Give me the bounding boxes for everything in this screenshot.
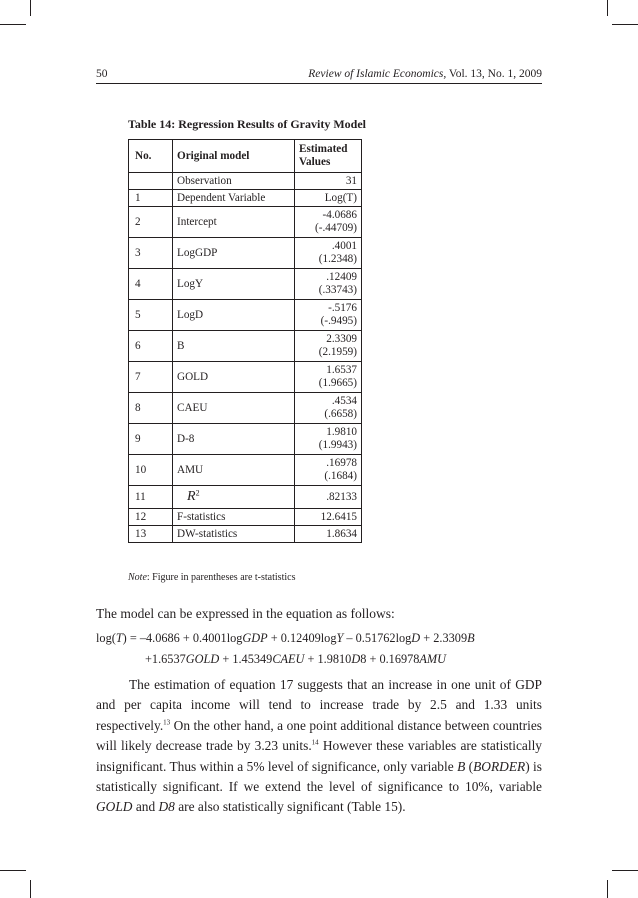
row-no [129, 173, 173, 190]
crop-mark [612, 24, 638, 25]
table-row [129, 238, 362, 269]
row-no: 7 [129, 362, 173, 393]
row-variable: CAEU [173, 393, 295, 424]
estimate-value: .82133 [326, 490, 357, 503]
row-no: 2 [129, 207, 173, 238]
estimate-value: .12409 [326, 271, 357, 283]
row-variable: AMU [173, 455, 295, 486]
t-statistic: (1.9943) [318, 439, 357, 451]
row-estimate [295, 486, 362, 509]
table-caption: Table 14: Regression Results of Gravity Model [128, 117, 366, 131]
crop-mark [30, 880, 31, 898]
row-no: 8 [129, 393, 173, 424]
row-no: 12 [129, 509, 173, 526]
body-paragraph [96, 675, 542, 818]
row-no: 10 [129, 455, 173, 486]
table-header-row [129, 140, 362, 173]
row-estimate [295, 509, 362, 526]
row-estimate [295, 455, 362, 486]
row-variable: LogD [173, 300, 295, 331]
footnote-ref: 13 [163, 718, 171, 727]
text-run: The estimation of equation 17 suggests that an increase in one unit of GDP and per capita income will tend to increase trade by 2.5 and 1.33 units respectively. [96, 677, 542, 733]
estimate-value: 12.6415 [320, 510, 357, 523]
crop-mark [607, 880, 608, 898]
header-original-model: Original model [173, 140, 295, 173]
intro-text: The model can be expressed in the equation as follows: [96, 606, 395, 621]
row-estimate [295, 238, 362, 269]
table-row [129, 173, 362, 190]
row-estimate [295, 393, 362, 424]
crop-mark [0, 870, 26, 871]
equation-line-1: log(T) = –4.0686 + 0.4001logGDP + 0.12409logY – 0.51762logD + 2.3309B [96, 631, 475, 645]
row-no: 9 [129, 424, 173, 455]
estimate-value: .4534 [331, 395, 357, 407]
row-estimate [295, 190, 362, 207]
crop-mark [0, 24, 26, 25]
row-estimate [295, 300, 362, 331]
table-row [129, 455, 362, 486]
t-statistic: (1.9665) [318, 377, 357, 389]
table-row [129, 269, 362, 300]
footnote-ref: 14 [311, 738, 319, 747]
estimate-value: Log(T) [324, 191, 357, 204]
row-variable: DW-statistics [173, 526, 295, 543]
row-estimate [295, 424, 362, 455]
text-run: are also statistically significant (Table 15). [174, 799, 406, 815]
italic-term: D8 [158, 799, 175, 815]
text-run: and [132, 799, 159, 815]
row-no: 3 [129, 238, 173, 269]
row-variable: B [173, 331, 295, 362]
table-row [129, 331, 362, 362]
italic-term: B [457, 758, 466, 774]
row-estimate [295, 362, 362, 393]
table-row [129, 424, 362, 455]
table-body [129, 190, 362, 543]
table-row [129, 207, 362, 238]
note-text: : Figure in parentheses are t-statistics [146, 572, 296, 583]
journal-volume: Vol. 13, No. 1, 2009 [446, 68, 542, 80]
table-note [128, 572, 295, 583]
row-estimate [295, 207, 362, 238]
t-statistic: (1.2348) [318, 253, 357, 265]
crop-mark [612, 870, 638, 871]
estimate-value: 1.9810 [326, 426, 357, 438]
t-statistic: (-.9495) [320, 315, 357, 327]
r-squared-exponent: 2 [195, 488, 200, 498]
estimate-value: -4.0686 [322, 209, 357, 221]
t-statistic: (.6658) [324, 408, 357, 420]
text-run: ) is statistically significant. If we extend the level of significance to 10%, variable [96, 758, 542, 795]
row-no: 11 [129, 486, 173, 509]
text-run: ( [465, 758, 474, 774]
row-estimate [295, 331, 362, 362]
header-no: No. [129, 140, 173, 173]
t-statistic: (-.44709) [315, 222, 357, 234]
table-row [129, 190, 362, 207]
page-number: 50 [96, 68, 108, 80]
row-variable: LogGDP [173, 238, 295, 269]
text-run: On the other hand, a one point additional distance between countries will likely decrease trade by 3.23 units. [96, 717, 542, 754]
italic-term: BORDER [473, 758, 526, 774]
text-run: However these variables are statistically insignificant. Thus within a 5% level of significance, only variable [96, 738, 542, 774]
row-variable: LogY [173, 269, 295, 300]
r-squared-symbol: R [187, 489, 196, 504]
row-no: 6 [129, 331, 173, 362]
table-row [129, 300, 362, 331]
regression-table [128, 139, 362, 543]
running-header [308, 68, 542, 80]
header-estimated-values: Estimated Values [295, 140, 362, 173]
table-row [129, 526, 362, 543]
crop-mark [30, 0, 31, 16]
row-variable: D-8 [173, 424, 295, 455]
row-value: 31 [295, 173, 362, 190]
estimate-value: 1.6537 [326, 364, 357, 376]
estimate-value: -.5176 [328, 302, 357, 314]
t-statistic: (2.1959) [318, 346, 357, 358]
header-rule [96, 83, 542, 84]
italic-term: GOLD [96, 799, 133, 815]
row-variable [173, 486, 295, 509]
row-no: 4 [129, 269, 173, 300]
equation-line-2: +1.6537GOLD + 1.45349CAEU + 1.9810D8 + 0.16978AMU [145, 652, 447, 666]
row-variable: GOLD [173, 362, 295, 393]
estimate-value: .16978 [326, 457, 357, 469]
t-statistic: (.33743) [318, 284, 357, 296]
row-estimate [295, 526, 362, 543]
crop-mark [607, 0, 608, 16]
note-label: Note [128, 572, 147, 583]
row-no: 5 [129, 300, 173, 331]
t-statistic: (.1684) [324, 470, 357, 482]
journal-title: Review of Islamic Economics, [308, 68, 447, 80]
row-label: Observation [173, 173, 295, 190]
table-row [129, 509, 362, 526]
row-no: 1 [129, 190, 173, 207]
row-variable: Intercept [173, 207, 295, 238]
table-row [129, 486, 362, 509]
estimate-value: .4001 [331, 240, 357, 252]
row-estimate [295, 269, 362, 300]
table-row [129, 393, 362, 424]
table-row [129, 362, 362, 393]
row-variable: F-statistics [173, 509, 295, 526]
row-variable: Dependent Variable [173, 190, 295, 207]
estimate-value: 2.3309 [326, 333, 357, 345]
row-no: 13 [129, 526, 173, 543]
estimate-value: 1.8634 [326, 527, 357, 540]
